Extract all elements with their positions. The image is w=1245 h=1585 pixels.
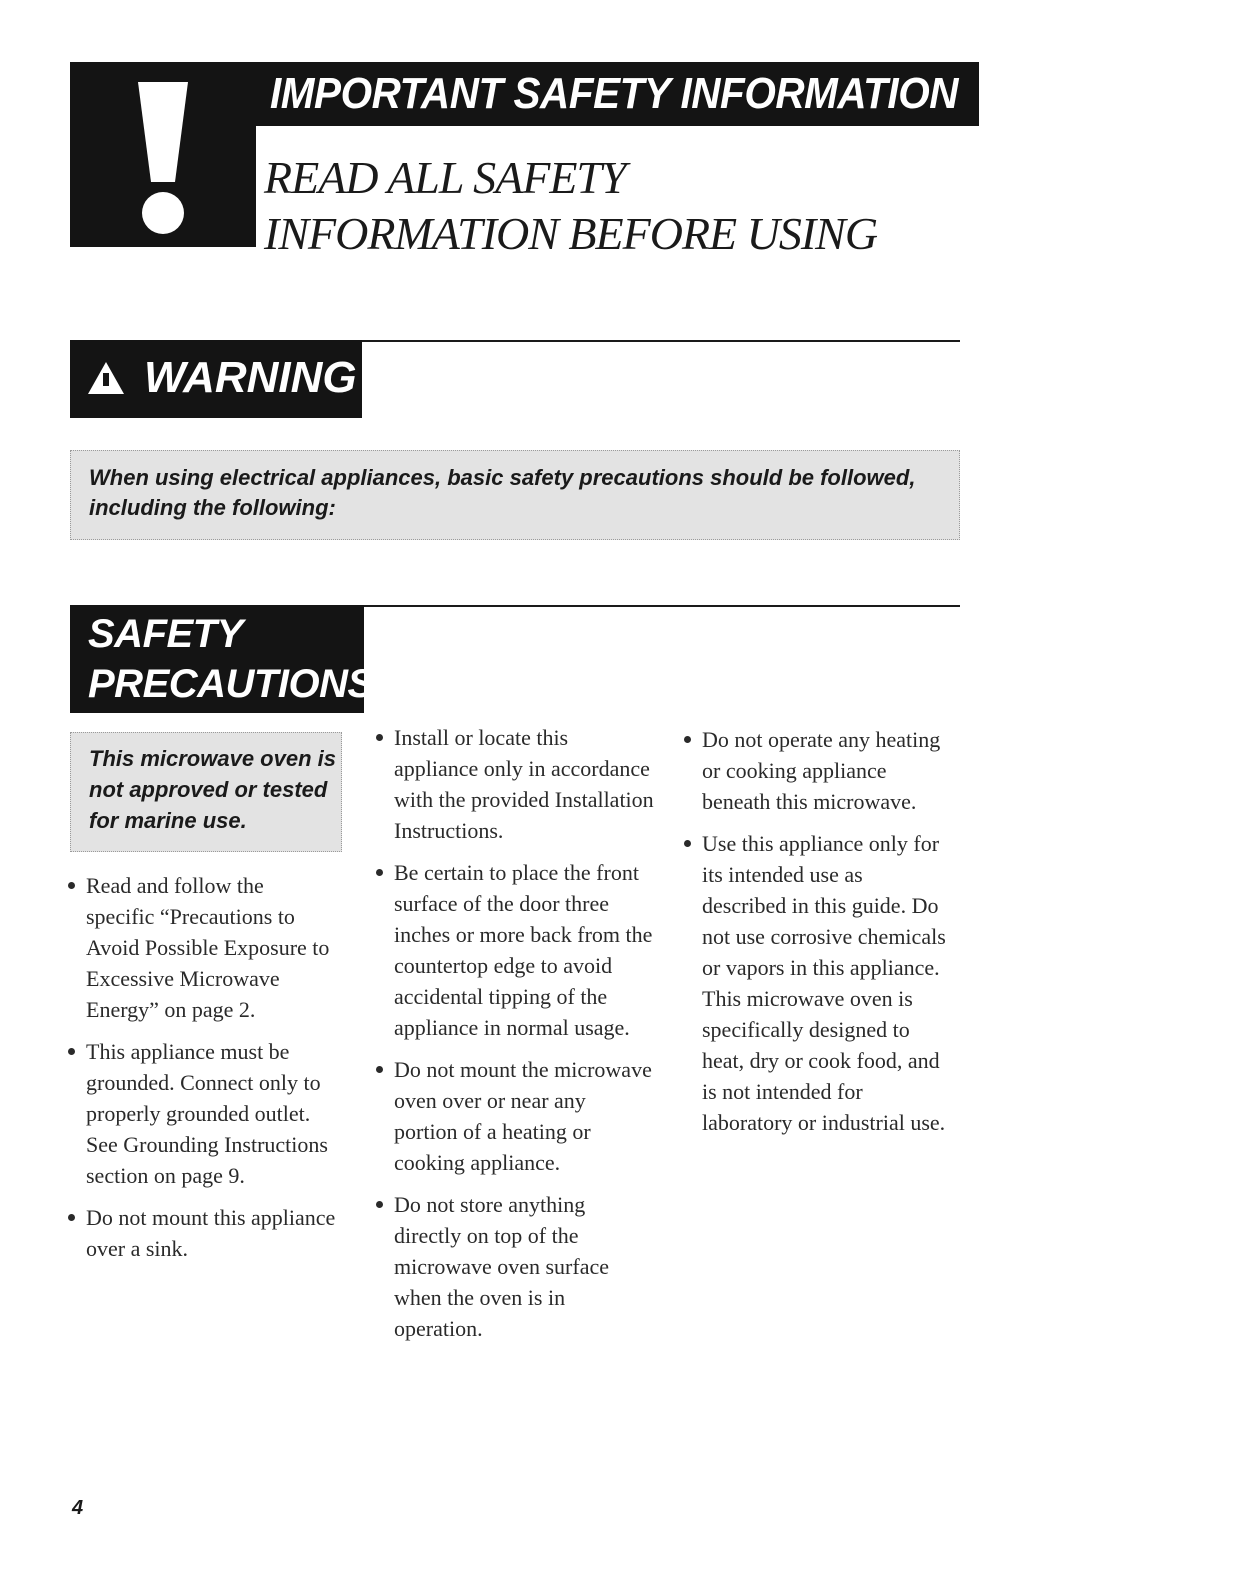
list-item-text: Read and follow the specific “Precautions to Avoid Possible Exposure to Excessive Microwave Energy” on page 2. [86, 873, 330, 1022]
list-item [374, 1189, 654, 1344]
marine-note-line3: for marine use. [89, 808, 247, 833]
bullet-icon [376, 1201, 383, 1208]
list-item-text: Do not store anything directly on top of the microwave oven surface when the oven is in operation. [394, 1192, 610, 1341]
header-subtitle-line2: INFORMATION BEFORE USING [264, 208, 878, 259]
list-item-text: Do not mount this appliance over a sink. [86, 1205, 336, 1261]
bullet-icon [68, 1214, 75, 1221]
list-item [66, 870, 336, 1025]
page-number: 4 [72, 1497, 84, 1519]
bullet-icon [376, 1066, 383, 1073]
list-item-text: Install or locate this appliance only in accordance with the provided Installation Instructions. [394, 725, 654, 843]
marine-note-line2: not approved or tested [89, 777, 328, 802]
marine-note-text [89, 743, 336, 836]
exclamation-dot-icon [142, 192, 184, 234]
precautions-column-1 [66, 870, 336, 1275]
safety-title [88, 609, 374, 709]
safety-title-box [70, 605, 374, 713]
bullet-icon [376, 734, 383, 741]
list-item-text: Use this appliance only for its intended use as described in this guide. Do not use corrosive chemicals or vapors in this appliance. This microwave oven is specifically designed to heat, dry or cook food, and is not intended for laboratory or industrial use. [702, 831, 946, 1135]
list-item [682, 828, 952, 1138]
header-banner-text: IMPORTANT SAFETY INFORMATION [270, 69, 959, 118]
exclamation-block [70, 62, 256, 247]
list-item [374, 857, 654, 1043]
header-banner [256, 62, 979, 126]
list-item-text: This appliance must be grounded. Connect only to properly grounded outlet. See Grounding Instructions section on page 9. [86, 1039, 328, 1188]
marine-note-box [70, 732, 342, 852]
bullet-icon [684, 736, 691, 743]
bullet-icon [68, 1048, 75, 1055]
exclamation-icon [138, 82, 188, 182]
list-item-text: Be certain to place the front surface of the door three inches or more back from the countertop edge to avoid accidental tipping of the appliance in normal usage. [394, 860, 653, 1040]
bullet-icon [68, 882, 75, 889]
warning-note-box [70, 450, 960, 540]
warning-label: WARNING [144, 353, 357, 402]
precautions-column-3 [682, 724, 952, 1149]
header-subtitle-line1: READ ALL SAFETY [264, 152, 626, 203]
list-item [682, 724, 952, 817]
safety-title-line2: PRECAUTIONS [88, 662, 374, 706]
warning-note-text: When using electrical appliances, basic safety precautions should be followed, including the following: [89, 465, 916, 520]
list-item-text: Do not mount the microwave oven over or near any portion of a heating or cooking appliance. [394, 1057, 652, 1175]
list-item-text: Do not operate any heating or cooking appliance beneath this microwave. [702, 727, 941, 814]
warning-label-box [70, 340, 362, 418]
list-item [374, 722, 654, 846]
safety-title-line1: SAFETY [88, 612, 243, 656]
list-item [374, 1054, 654, 1178]
header-subtitle [264, 150, 877, 262]
list-item [66, 1202, 336, 1264]
list-item [66, 1036, 336, 1191]
bullet-icon [684, 840, 691, 847]
bullet-icon [376, 869, 383, 876]
marine-note-line1: This microwave oven is [89, 746, 336, 771]
warning-exclamation-mark [103, 373, 109, 386]
precautions-column-2 [374, 722, 654, 1355]
